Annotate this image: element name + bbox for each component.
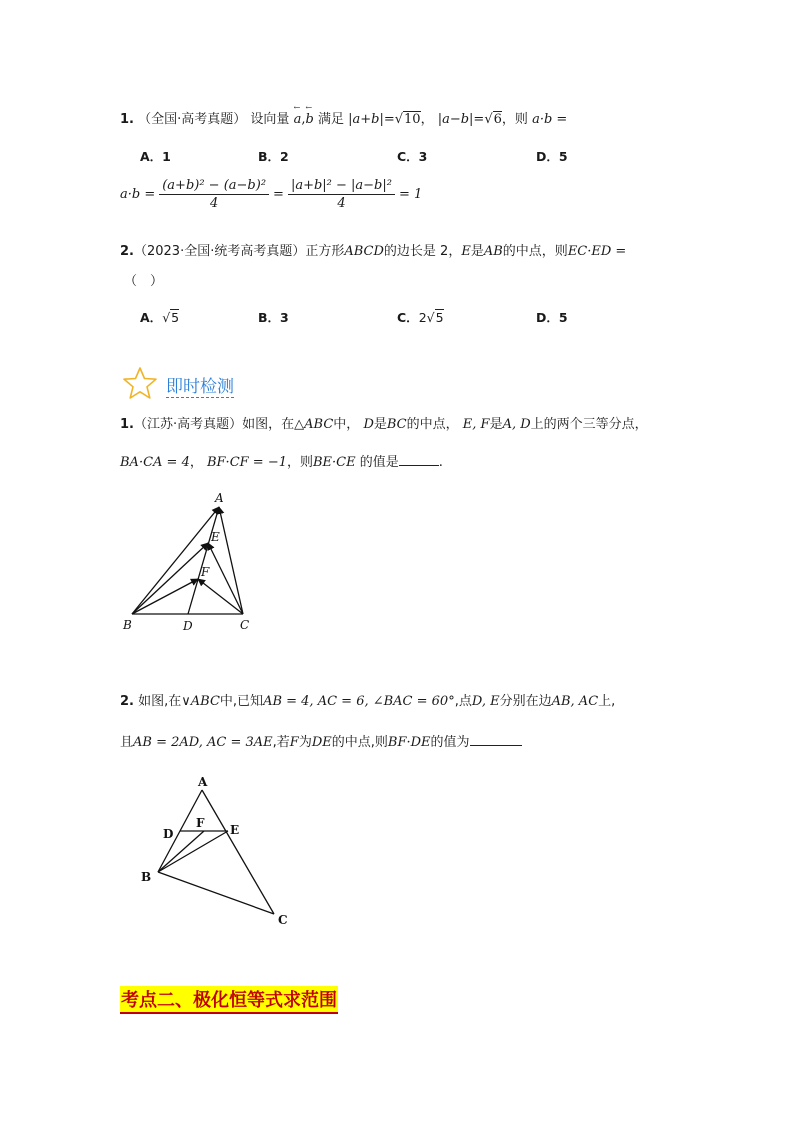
q1-cond2-root: 6 — [493, 112, 502, 127]
t1-line2: BA·CA = 4， BF·CF = −1，则BE·CE 的值是 . — [120, 455, 443, 470]
q1-sol-num1: (a+b)² − (a−b)² — [159, 178, 269, 195]
t1-text7: ，则 — [286, 455, 313, 470]
t1-number: 1. — [120, 417, 134, 432]
t1-label-b: B — [123, 618, 132, 632]
star-icon — [122, 366, 158, 400]
kaodian-title: 考点二、极化恒等式求范围 — [120, 986, 338, 1014]
q1-cond2: |a−b|= — [437, 112, 485, 127]
q1-vec-a: ← a — [294, 112, 302, 127]
q1-text-mid: 满足 — [317, 112, 344, 127]
q1-sol-lhs: a·b = — [120, 187, 156, 202]
t2-sides: AB, AC — [551, 694, 599, 709]
q1-sol-frac1 — [159, 178, 269, 211]
t1-text8: 的值是 — [359, 455, 399, 470]
q1-sol-den2: 4 — [337, 196, 346, 211]
t2-text9: 的值为 — [430, 735, 470, 750]
t1-label-e: E — [211, 530, 220, 544]
q2-ask: EC·ED = — [567, 244, 627, 259]
t1-end: . — [438, 455, 443, 470]
t2-label-f: F — [196, 816, 205, 830]
t1-vec-ce — [208, 543, 243, 614]
q2-number: 2. — [120, 244, 134, 259]
q1-option-d: D．5 — [536, 149, 568, 164]
t1-ask: BE·CE — [313, 455, 356, 470]
q1-then: ，则 — [501, 112, 528, 127]
t2-text2: 中,已知 — [219, 694, 264, 709]
t1-ef: E, F — [462, 417, 490, 432]
t1-text: 如图，在 — [242, 417, 295, 432]
t1-source: （江苏·高考真题） — [133, 417, 243, 432]
q1-vec-b: ← b — [305, 112, 313, 127]
t2-answer-blank[interactable] — [470, 733, 522, 746]
t1-bc: BC — [386, 417, 407, 432]
t1-label-a: A — [215, 491, 224, 505]
t2-text: 如图,在 — [138, 694, 182, 709]
t2-stem — [120, 690, 615, 709]
q1-solution — [120, 178, 422, 211]
t1-vec-ba — [132, 507, 219, 614]
q1-ask: a·b = — [532, 112, 568, 127]
t2-text4: 分别在边 — [499, 694, 552, 709]
q2-option-c-label: C． — [397, 310, 419, 325]
t1-label-f: F — [201, 565, 210, 579]
t2-number: 2. — [120, 694, 134, 709]
t2-cond: AB = 4, AC = 6, ∠BAC = 60° — [263, 694, 455, 709]
q2-option-c-root: 5 — [435, 310, 444, 325]
q1-source: （全国·高考真题） — [138, 112, 247, 127]
q1-cond1: |a+b|= — [348, 112, 395, 127]
q1-sol-result: = 1 — [398, 187, 423, 202]
t1-cond1: BA·CA = 4 — [120, 455, 190, 470]
q2-option-a-label: A． — [140, 310, 163, 325]
t1-ad: A, D — [502, 417, 531, 432]
q2-shape: ABCD — [344, 244, 384, 259]
t1-d: D — [363, 417, 374, 432]
t1-cond2: BF·CF = −1 — [206, 455, 287, 470]
t1-answer-blank[interactable] — [399, 453, 439, 466]
t1-vec-be — [132, 543, 208, 614]
t2-text3: ,点 — [454, 694, 472, 709]
t2-side-ac — [202, 790, 274, 914]
t1-median-ad — [188, 507, 219, 614]
q1-sol-eq: = — [273, 187, 284, 202]
q1-sol-den1: 4 — [209, 196, 219, 211]
t1-text4: 的中点， — [406, 417, 459, 432]
q1-sol-num2: |a+b|² − |a−b|² — [288, 178, 395, 195]
q2-text2: 的边长是 2， — [383, 244, 462, 259]
t2-ask: BF·DE — [387, 735, 431, 750]
t2-tri: ∨ABC — [181, 694, 220, 709]
q1-option-a: A．1 — [140, 149, 171, 164]
t2-line2 — [120, 731, 522, 750]
q1-option-c: C．3 — [397, 149, 428, 164]
t1-label-d: D — [183, 619, 193, 633]
q1-cond1-root: 10 — [404, 112, 421, 127]
t2-text6: ,若 — [272, 735, 290, 750]
t2-text8: 的中点,则 — [331, 735, 388, 750]
t2-label-b: B — [141, 870, 152, 884]
t2-label-d: D — [163, 827, 174, 841]
q1-stem: 1. （全国·高考真题） 设向量 ← a,← b 满足 |a+b|=√10， |a−b|=√6，则 a·b = — [120, 108, 567, 127]
t2-label-a: A — [198, 775, 208, 789]
q2-ab: AB — [483, 244, 503, 259]
q2-option-a-root: 5 — [171, 310, 180, 325]
t1-figure — [115, 488, 265, 636]
t2-figure — [134, 772, 296, 932]
q2-option-b: B．3 — [258, 310, 289, 325]
t2-label-e: E — [230, 823, 240, 837]
q2-stem — [120, 240, 626, 259]
q2-text3: 是 — [470, 244, 484, 259]
section-title: 即时检测 — [166, 372, 234, 398]
t1-text5: 是 — [489, 417, 503, 432]
t1-text2: 中， — [333, 417, 360, 432]
t1-label-c: C — [240, 618, 250, 632]
t2-line2-pre: 且 — [120, 735, 134, 750]
q1-option-b: B．2 — [258, 149, 289, 164]
q2-paren: （ ） — [124, 274, 164, 289]
q2-option-d: D．5 — [536, 310, 568, 325]
q2-option-c: C．2√5 — [397, 310, 444, 325]
t1-text6: 上的两个三等分点， — [530, 417, 648, 432]
q1-number: 1. — [120, 112, 134, 127]
q2-text4: 的中点，则 — [502, 244, 568, 259]
t2-cond2: AB = 2AD, AC = 3AE — [133, 735, 273, 750]
q1-text: 设向量 — [250, 112, 290, 127]
q1-sol-frac2 — [288, 178, 395, 211]
t1-tri: △ABC — [294, 417, 334, 432]
q2-option-c-coef: 2 — [418, 310, 427, 325]
t2-de2: DE — [311, 735, 332, 750]
t2-text5: 上, — [598, 694, 616, 709]
t2-label-c: C — [278, 913, 288, 927]
q2-e: E — [461, 244, 471, 259]
q2-option-a: A．√5 — [140, 310, 180, 325]
q2-source: （2023·全国·统考高考真题） — [133, 244, 306, 259]
t2-de: D, E — [471, 694, 500, 709]
t2-text7: 为 — [298, 735, 312, 750]
t1-text3: 是 — [373, 417, 387, 432]
t1-vec-bf — [132, 579, 198, 614]
q2-text: 正方形 — [305, 244, 345, 259]
t2-f: F — [289, 735, 299, 750]
t1-stem — [120, 413, 648, 432]
t2-side-bc — [158, 872, 274, 914]
